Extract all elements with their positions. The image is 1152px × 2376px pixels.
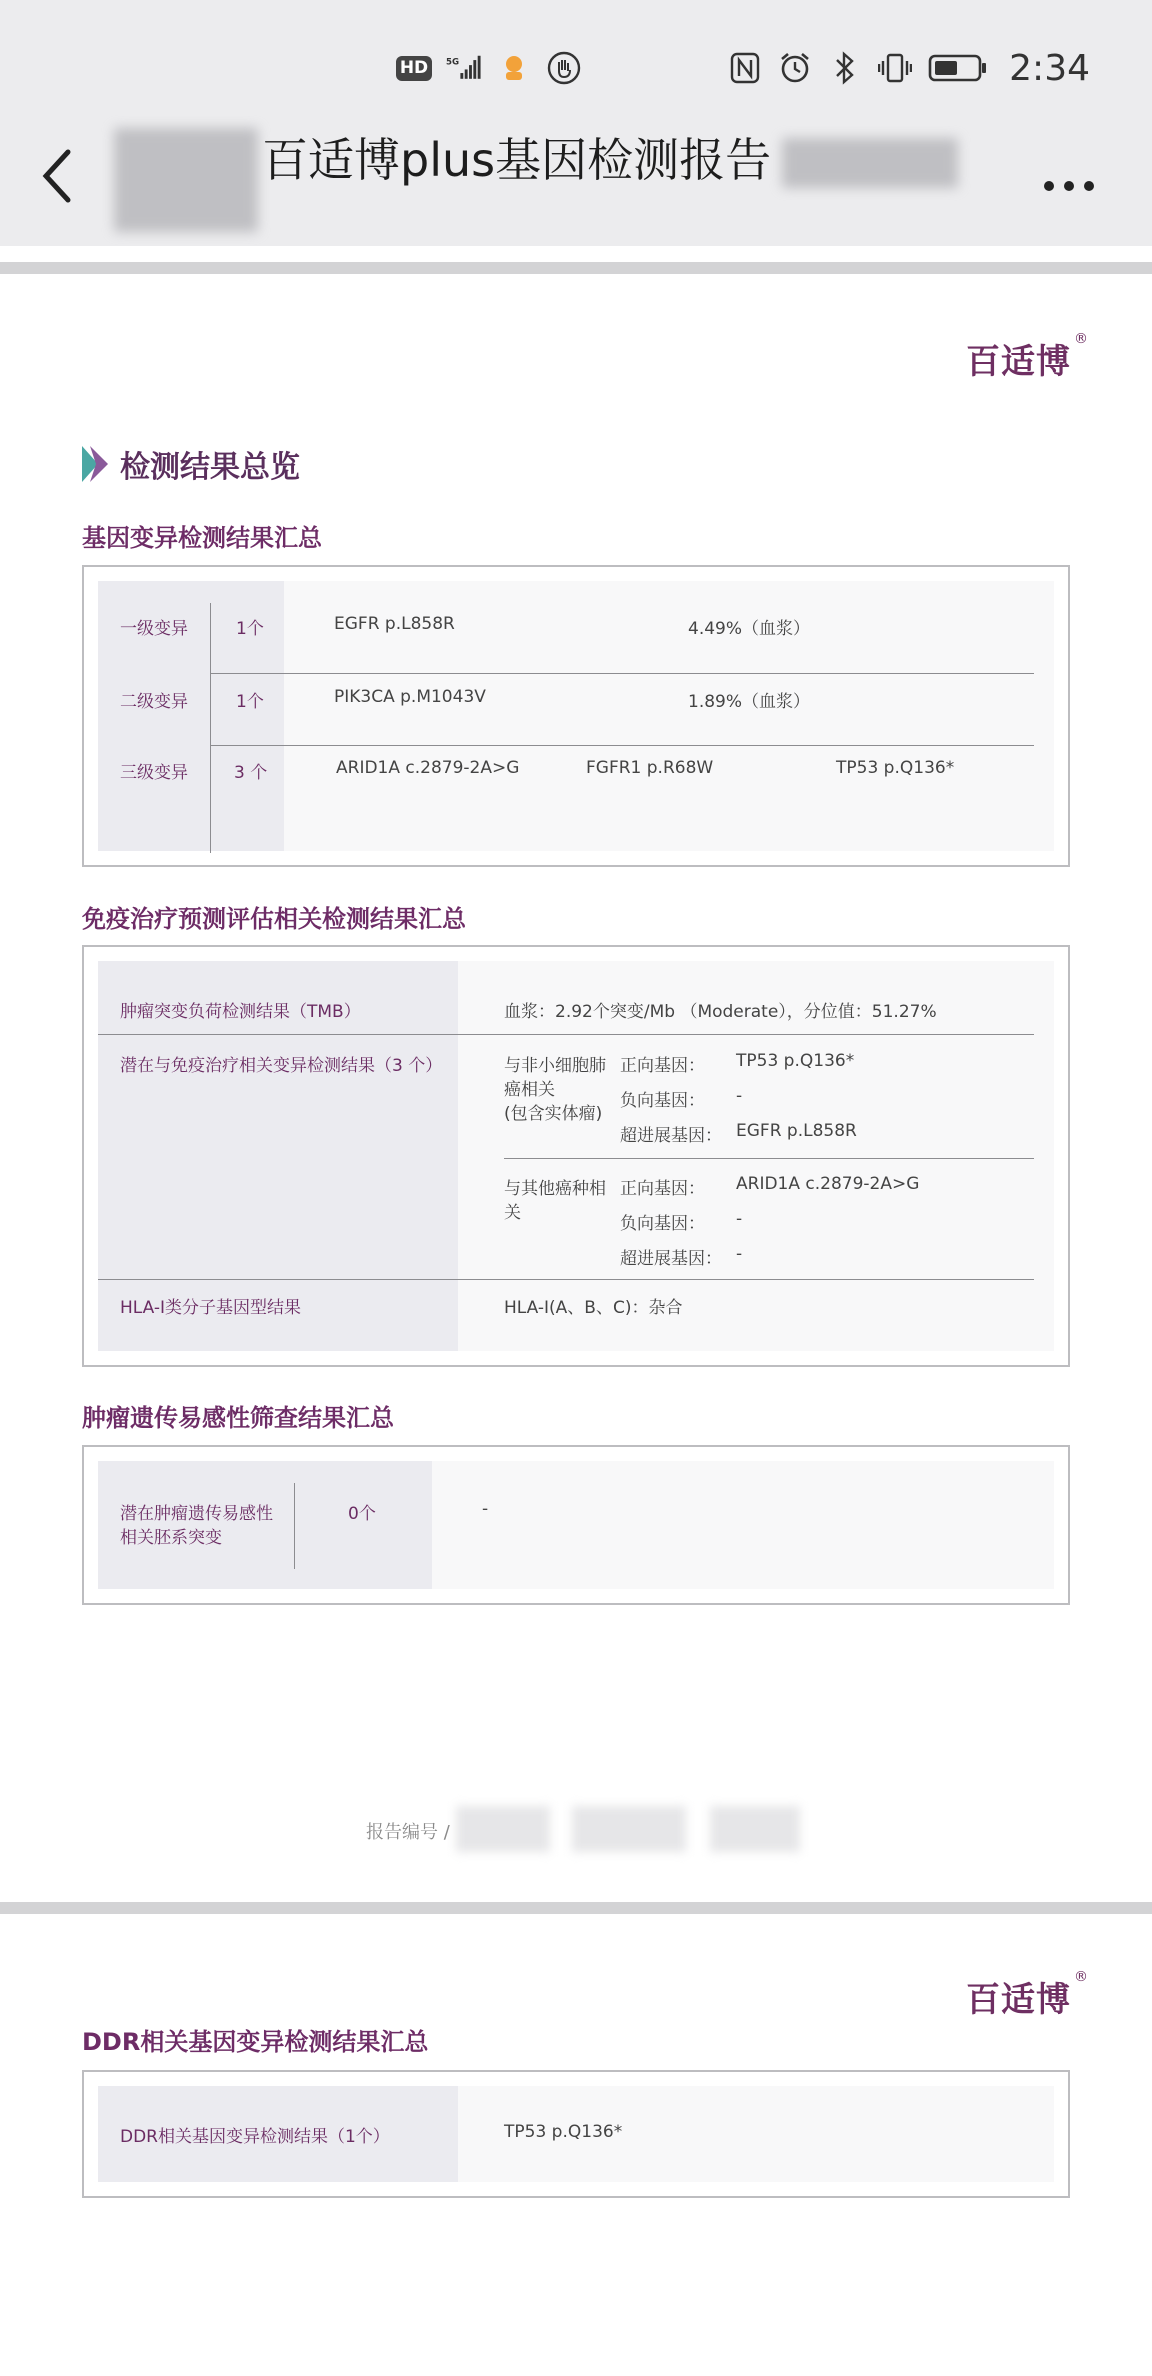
hd-icon: HD (396, 50, 432, 86)
brand-logo: 百适博® (966, 330, 1089, 382)
page-title: 百适博plus基因检测报告 (262, 133, 772, 187)
table-row-level: 一级变异 (120, 619, 188, 639)
ddr-heading: DDR相关基因变异检测结果汇总 (82, 2028, 429, 2056)
hla-value: HLA-I(A、B、C)：杂合 (504, 1298, 683, 1318)
status-bar-left (396, 42, 582, 94)
hereditary-label: 潜在肿瘤遗传易感性 (120, 1504, 273, 1524)
tmb-value: 血浆：2.92个突变/Mb （Moderate），分位值：51.27% (504, 1002, 937, 1022)
ddr-value: TP53 p.Q136* (504, 2122, 623, 2142)
variant-text: PIK3CA p.M1043V (334, 687, 486, 707)
cancer-type: 与非小细胞肺 (504, 1056, 606, 1076)
table-row-count: 1个 (236, 619, 264, 639)
immuno-table (82, 945, 1070, 1367)
hereditary-label: 相关胚系突变 (120, 1528, 222, 1548)
immuno-heading: 免疫治疗预测评估相关检测结果汇总 (82, 905, 466, 933)
section-title: 检测结果总览 (82, 442, 300, 486)
hereditary-table (82, 1445, 1070, 1605)
variant-text: ARID1A c.2879-2A>G (336, 758, 520, 778)
report-number-redaction (710, 1806, 800, 1852)
cancer-type: 癌相关 (504, 1080, 555, 1100)
table-body (98, 2086, 1054, 2182)
hyperprogression-gene-value: - (736, 1244, 743, 1264)
app-header (0, 0, 1152, 246)
page-divider (0, 1902, 1152, 1914)
battery-icon (927, 50, 989, 86)
table-row-count: 1个 (236, 692, 264, 712)
page-divider (0, 262, 1152, 274)
cancer-type: (包含实体瘤) (504, 1104, 603, 1124)
ddr-label: DDR相关基因变异检测结果（1个） (120, 2127, 390, 2147)
svg-text:5G: 5G (446, 57, 460, 68)
hyperprogression-gene-label: 超进展基因： (620, 1249, 722, 1269)
app-notification-icon (496, 50, 532, 86)
cancer-type: 关 (504, 1203, 521, 1223)
hereditary-heading: 肿瘤遗传易感性筛查结果汇总 (82, 1404, 394, 1432)
negative-gene-value: - (736, 1209, 743, 1229)
tmb-label: 肿瘤突变负荷检测结果（TMB） (120, 1002, 361, 1022)
more-icon[interactable] (1042, 156, 1096, 207)
gene-summary-heading: 基因变异检测结果汇总 (82, 524, 322, 552)
table-body (98, 961, 1054, 1351)
table-row-count: 3 个 (234, 763, 268, 783)
variant-text: FGFR1 p.R68W (586, 758, 714, 778)
table-body (98, 1461, 1054, 1589)
report-number-redaction (456, 1806, 550, 1852)
bluetooth-icon (827, 50, 863, 86)
back-icon[interactable] (38, 148, 78, 204)
title-redaction (114, 128, 258, 232)
alarm-icon (777, 50, 813, 86)
clock: 2:34 (1009, 47, 1090, 89)
positive-gene-label: 正向基因： (620, 1056, 705, 1076)
hand-icon (546, 50, 582, 86)
negative-gene-value: - (736, 1086, 743, 1106)
hereditary-value: - (482, 1499, 489, 1519)
report-number-redaction (572, 1806, 686, 1852)
variant-text: EGFR p.L858R (334, 614, 455, 634)
hla-label: HLA-I类分子基因型结果 (120, 1298, 302, 1318)
immuno-related-label: 潜在与免疫治疗相关变异检测结果（3 个） (120, 1056, 443, 1076)
brand-logo: 百适博® (966, 1968, 1089, 2020)
cancer-type: 与其他癌种相 (504, 1179, 606, 1199)
signal-icon (446, 50, 482, 86)
variant-frequency: 4.49%（血浆） (688, 619, 811, 639)
report-number-label: 报告编号 / (366, 1822, 450, 1843)
section-arrow-icon (82, 446, 110, 482)
gene-summary-table (82, 565, 1070, 867)
variant-text: TP53 p.Q136* (836, 758, 955, 778)
nfc-icon (727, 50, 763, 86)
hereditary-count: 0个 (348, 1504, 376, 1524)
ddr-table (82, 2070, 1070, 2198)
table-row-level: 二级变异 (120, 692, 188, 712)
hyperprogression-gene-label: 超进展基因： (620, 1126, 722, 1146)
negative-gene-label: 负向基因： (620, 1091, 705, 1111)
table-row-level: 三级变异 (120, 763, 188, 783)
positive-gene-value: ARID1A c.2879-2A>G (736, 1174, 920, 1194)
hyperprogression-gene-value: EGFR p.L858R (736, 1121, 857, 1141)
title-redaction (782, 138, 958, 188)
positive-gene-label: 正向基因： (620, 1179, 705, 1199)
positive-gene-value: TP53 p.Q136* (736, 1051, 855, 1071)
status-bar-right (727, 42, 1090, 94)
table-body (98, 581, 1054, 851)
vibrate-icon (877, 50, 913, 86)
variant-frequency: 1.89%（血浆） (688, 692, 811, 712)
negative-gene-label: 负向基因： (620, 1214, 705, 1234)
